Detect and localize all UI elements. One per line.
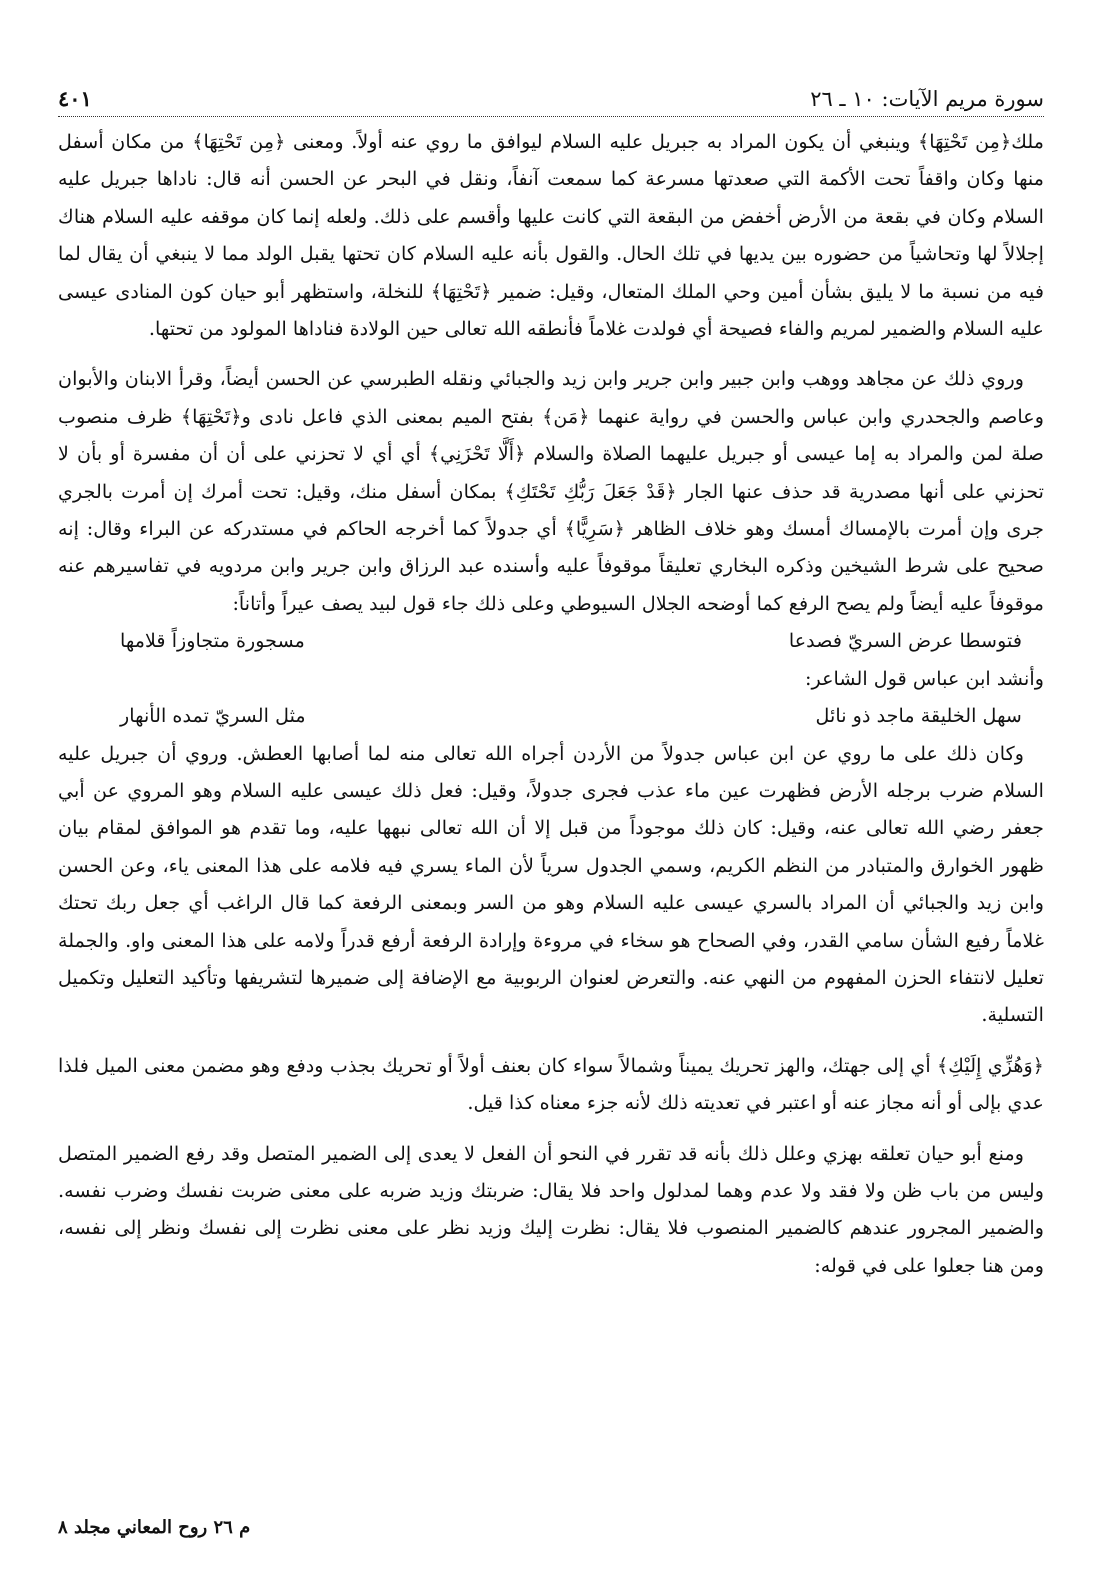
page-body [58,84,1044,1284]
paragraph-5: ومنع أبو حيان تعلقه بهزي وعلل ذلك بأنه قد تقرر في النحو أن الفعل لا يعدى إلى الضمير المتصل وقد رفع الضمير المتصل وليس من باب ظن ولا فقد ولا عدم وهما لمدلول واحد فلا يقال: ضربتك وزيد ضربه على معنى ضربت نفسك وضرب نفسه. والضمير المجرور عندهم كالضمير المنصوب فلا يقال: نظرت إليك وزيد نظر على معنى نظرت إلى نفسك ونظر إلى نفسه، ومن هنا جعلوا على في قوله: [58,1141,1044,1277]
paragraph-2: وروي ذلك عن مجاهد ووهب وابن جبير وابن جرير وابن زيد والجبائي ونقله الطبرسي عن الحسن أيضاً، وقرأ الابنان والأبوان وعاصم والجحدري وابن عباس والحسن في رواية عنهما ﴿مَن﴾ بفتح الميم بمعنى الذي فاعل نادى و﴿تَحْتِهَا﴾ ظرف منصوب صلة لمن والمراد به إما عيسى أو جبريل عليهما الصلاة والسلام ﴿أَلَّا تَحْزَنِي﴾ أي أي لا تحزني على أن أن مفسرة أو بأن لا تحزني على أنها مصدرية قد حذف عنها الجار ﴿قَدْ جَعَلَ رَبُّكِ تَحْتَكِ﴾ بمكان أسفل منك، وقيل: تحت أمرك إن أمرت بالجري جرى وإن أمرت بالإمساك أمسك وهو خلاف الظاهر ﴿سَرِيًّا﴾ أي جدولاً كما أخرجه الحاكم في مستدركه عن البراء وقال: إنه صحيح على شرط الشيخين وذكره البخاري تعليقاً موقوفاً عليه وأسنده عبد الرزاق وابن جرير وابن مردويه في تفاسيرهم عنه موقوفاً عليه أيضاً ولم يصح الرفع كما أوضحه الجلال السيوطي وعلى ذلك جاء قول لبيد يصف عيراً وأتاناً: [58,367,1044,615]
verse-2-first-hemistich: سهل الخليقة ماجد ذو نائل [815,704,1022,728]
surah-title: سورة مريم الآيات: ١٠ ـ ٢٦ [810,87,1044,111]
verse-intro: وأنشد ابن عباس قول الشاعر: [805,666,1044,690]
page-number: ٤٠١ [58,86,92,111]
verse-1-second-hemistich: مسجورة متجاوزاً قلامها [120,629,305,653]
paragraph-4: ﴿وَهُزِّي إِلَيْكِ﴾ أي إلى جهتك، والهز تحريك يميناً وشمالاً سواء كان بعنف أولاً أو تحريك بجذب ودفع وهو مضمن معنى الميل فلذا عدي بإلى أو أنه مجاز عنه أو اعتبر في تعديته ذلك لأنه جزء معناه كذا قيل. [58,1053,1044,1115]
paragraph-1: ملك﴿مِن تَحْتِهَا﴾ وينبغي أن يكون المراد به جبريل عليه السلام ليوافق ما روي عنه أولاً. ومعنى ﴿مِن تَحْتِهَا﴾ من مكان أسفل منها وكان واقفاً تحت الأكمة التي صعدتها مسرعة كما سمعت آنفاً، ونقل في البحر عن الحسن أنه قال: ناداها جبريل عليه السلام وكان في بقعة من الأرض أخفض من البقعة التي كانت عليها وأقسم على ذلك. ولعله إنما كان موقفه عليه السلام هناك إجلالاً لها وتحاشياً من حضوره بين يديها في تلك الحال. والقول بأنه عليه السلام كان تحتها يقبل الولد مما لا ينبغي أن يقال لما فيه من نسبة ما لا يليق بشأن أمين وحي الملك المتعال، وقيل: ضمير ﴿تَحْتِهَا﴾ للنخلة، واستظهر أبو حيان كون المنادى عيسى عليه السلام والضمير لمريم والفاء فصيحة أي فولدت غلاماً فأنطقه الله تعالى حين الولادة فناداها المولود من تحتها. [58,130,1044,341]
verse-1-first-hemistich: فتوسطا عرض السريّ فصدعا [788,629,1022,653]
paragraph-3: وكان ذلك على ما روي عن ابن عباس جدولاً من الأردن أجراه الله تعالى منه لما أصابها العطش. وروي أن جبريل عليه السلام ضرب برجله الأرض فظهرت عين ماء عذب فجرى جدولاً، وقيل: فعل ذلك عيسى عليه السلام وهو المروي عن أبي جعفر رضي الله تعالى عنه، وقيل: كان ذلك موجوداً من قبل إلا أن الله تعالى نبهها عليه، وما تقدم هو الموافق لمقام بيان ظهور الخوارق والمتبادر من النظم الكريم، وسمي الجدول سرياً لأن الماء يسري فيه فلامه على هذا المعنى ياء، وعن الحسن وابن زيد والجبائي أن المراد بالسري عيسى عليه السلام وهو من السر وبمعنى الرفعة كما قال الراغب أي جعل ربك تحتك غلاماً رفيع الشأن سامي القدر، وفي الصحاح هو سخاء في مروءة وإرادة الرفعة أرفع قدراً ولامه على هذا المعنى واو. والجملة تعليل لانتفاء الحزن المفهوم من النهي عنه. والتعرض لعنوان الربوبية مع الإضافة إلى ضميرها لتشريفها وتأكيد التعليل وتكميل التسلية. [58,741,1044,1027]
running-header [58,84,1044,117]
verse-2-second-hemistich: مثل السريّ تمده الأنهار [120,704,306,728]
verse-line-2 [58,697,1044,734]
verse-line-1 [58,622,1044,659]
volume-signature: م ٢٦ روح المعاني مجلد ٨ [58,1517,251,1538]
